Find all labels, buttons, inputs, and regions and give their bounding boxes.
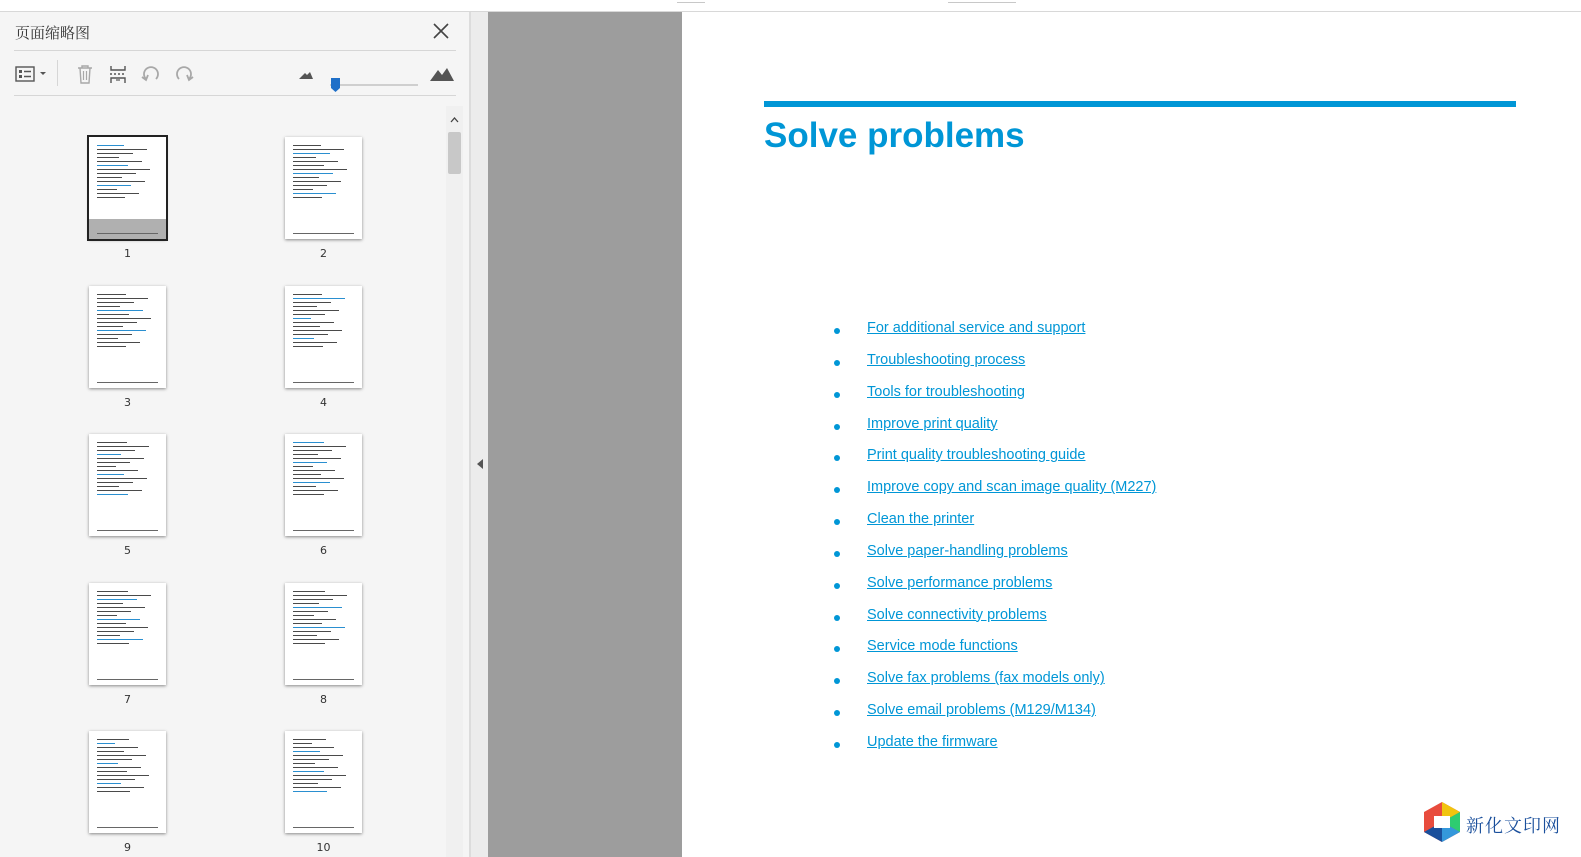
bullet-icon (834, 328, 840, 334)
bullet-icon (834, 742, 840, 748)
toc-link[interactable]: Tools for troubleshooting (867, 383, 1025, 400)
bullet-icon (834, 615, 840, 621)
toc-link[interactable]: Solve performance problems (867, 574, 1053, 591)
thumbnail-page-number: 10 (316, 841, 331, 854)
thumbnail-footer (97, 530, 158, 531)
thumbnail-footer (97, 233, 158, 234)
page-thumbnail[interactable] (285, 583, 362, 685)
small-mountain-icon[interactable] (294, 62, 318, 86)
thumbnail-page-number: 2 (320, 247, 327, 260)
bullet-icon (834, 678, 840, 684)
thumbnail-footer (293, 530, 354, 531)
toc-link[interactable]: Solve connectivity problems (867, 606, 1047, 623)
close-icon[interactable] (430, 20, 452, 42)
page-thumbnail[interactable] (285, 137, 362, 239)
page-thumbnail[interactable] (89, 583, 166, 685)
trash-icon[interactable] (73, 62, 97, 86)
toc-link[interactable]: Improve copy and scan image quality (M227) (867, 479, 1157, 496)
zoom-slider-thumb[interactable] (331, 77, 340, 91)
thumbnail-options-icon (14, 64, 50, 84)
scroll-up-icon[interactable] (450, 110, 459, 119)
thumbnail-page-number: 4 (320, 395, 327, 409)
thumbnail-preview (293, 442, 354, 498)
toc-link[interactable]: Solve fax problems (fax models only) (867, 670, 1105, 687)
scrollbar-thumb[interactable] (448, 132, 461, 174)
thumbnail-preview (97, 145, 158, 201)
page-thumbnail[interactable] (89, 286, 166, 388)
bullet-icon (834, 360, 840, 366)
document-background (488, 12, 682, 857)
heading-rule (764, 101, 1516, 107)
toc-link[interactable]: Clean the printer (867, 511, 975, 528)
thumbnail-footer (293, 382, 354, 383)
toc-link[interactable]: For additional service and support (867, 320, 1086, 336)
page-title: Solve problems (764, 116, 1025, 155)
divider (14, 50, 456, 51)
insert-page-icon[interactable] (106, 62, 130, 86)
toc-link[interactable]: Update the firmware (867, 733, 998, 750)
thumbnail-preview (97, 294, 158, 350)
thumbnail-preview (97, 442, 158, 498)
page-thumbnail[interactable] (285, 434, 362, 536)
bullet-icon (834, 424, 840, 430)
thumbnail-page-number: 6 (320, 544, 327, 557)
thumbnail-page-number: 7 (124, 692, 131, 706)
divider (14, 95, 456, 96)
bullet-icon (834, 551, 840, 557)
thumbnail-preview (293, 739, 354, 795)
bullet-icon (834, 519, 840, 525)
watermark-logo (1420, 800, 1464, 844)
bullet-icon (834, 455, 840, 461)
rotate-clockwise-icon[interactable] (172, 62, 196, 86)
thumbnail-preview (97, 591, 158, 647)
page-thumbnail[interactable] (89, 731, 166, 833)
toc-link[interactable]: Solve email problems (M129/M134) (867, 702, 1096, 719)
toc-link[interactable]: Improve print quality (867, 415, 998, 432)
selection-shade (89, 219, 166, 239)
toc-link[interactable]: Troubleshooting process (867, 351, 1026, 368)
collapse-arrow-icon[interactable] (477, 459, 483, 469)
thumbnail-page-number: 5 (124, 544, 131, 557)
thumbnail-page-number: 3 (124, 395, 131, 409)
bullet-icon (834, 487, 840, 493)
thumbnail-page-number: 8 (320, 692, 327, 706)
thumbnail-footer (97, 679, 158, 680)
thumbnail-footer (97, 382, 158, 383)
page-thumbnail[interactable] (89, 137, 166, 239)
thumbnail-list[interactable] (0, 108, 446, 857)
page-thumbnail[interactable] (285, 286, 362, 388)
bullet-icon (834, 710, 840, 716)
thumbnail-footer (97, 827, 158, 828)
thumbnail-footer (293, 827, 354, 828)
top-strip-mark (948, 0, 1016, 3)
toc-link[interactable]: Print quality troubleshooting guide (867, 447, 1086, 464)
thumbnail-options-button[interactable] (14, 62, 50, 86)
page-thumbnails-panel (0, 12, 470, 857)
thumbnail-preview (293, 591, 354, 647)
toolbar-separator (57, 60, 58, 86)
toc-link[interactable]: Solve paper-handling problems (867, 542, 1068, 559)
thumbnail-page-number: 9 (124, 841, 131, 854)
document-page (682, 12, 1581, 857)
large-mountain-icon[interactable] (428, 62, 456, 86)
bullet-icon (834, 646, 840, 652)
page-thumbnail[interactable] (89, 434, 166, 536)
watermark (1420, 800, 1578, 848)
bullet-icon (834, 392, 840, 398)
thumbnail-preview (293, 145, 354, 201)
panel-title: 页面缩略图 (15, 24, 91, 42)
top-strip-mark (677, 0, 705, 3)
thumbnail-page-number: 1 (124, 247, 131, 260)
thumbnail-footer (293, 233, 354, 234)
page-thumbnail[interactable] (285, 731, 362, 833)
thumbnail-footer (293, 679, 354, 680)
rotate-counterclockwise-icon[interactable] (139, 62, 163, 86)
thumbnail-preview (293, 294, 354, 350)
watermark-text: 新化文印网 (1466, 816, 1561, 837)
bullet-icon (834, 583, 840, 589)
toc-link[interactable]: Service mode functions (867, 638, 1018, 655)
panel-splitter[interactable] (470, 12, 488, 857)
thumbnail-scrollbar[interactable] (446, 106, 463, 857)
top-menu-strip (0, 0, 1581, 12)
thumbnail-preview (97, 739, 158, 795)
zoom-slider-track[interactable] (330, 84, 418, 86)
